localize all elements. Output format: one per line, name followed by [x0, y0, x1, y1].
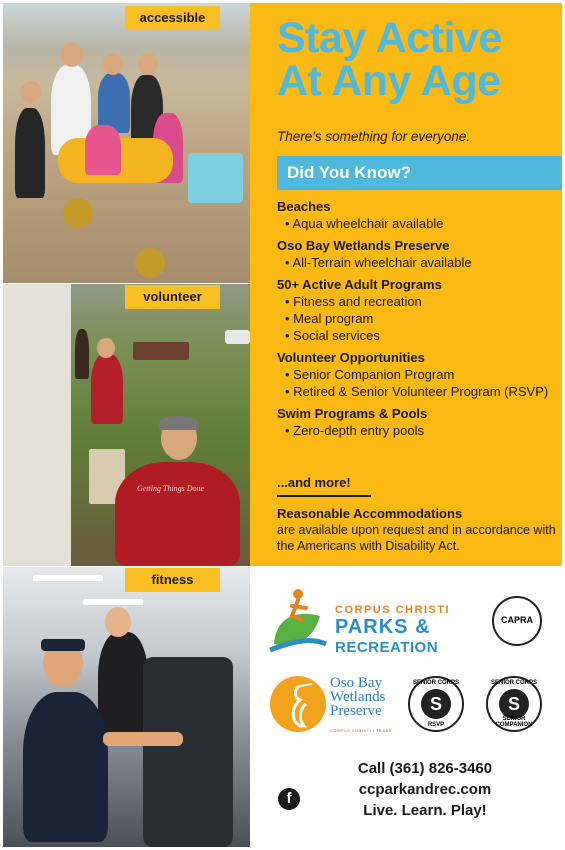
- section-item: • Zero-depth entry pools: [285, 423, 424, 438]
- photo-volunteer: [3, 284, 250, 566]
- beach-chair: [188, 153, 243, 203]
- badge-top-text: SENIOR CORPS: [490, 680, 537, 686]
- wheel-front: [135, 248, 165, 278]
- bystander-figure: [75, 329, 89, 379]
- senior-corps-s-icon: S: [499, 689, 529, 719]
- oso-line-3: Preserve: [330, 703, 382, 719]
- accommodations-title: Reasonable Accommodations: [277, 506, 463, 521]
- capra-text: CAPRA: [500, 615, 533, 625]
- program-sections: [277, 199, 562, 445]
- section-active-adult: [277, 277, 562, 344]
- section-title: 50+ Active Adult Programs: [277, 277, 442, 292]
- ccpr-logo: [268, 580, 468, 660]
- contact-block: [310, 758, 540, 821]
- exerciser-figure: [23, 692, 108, 842]
- divider: [277, 495, 371, 497]
- badge-bottom-text: SENIOR COMPANION: [495, 716, 533, 728]
- man-head: [61, 43, 83, 67]
- volunteer-figure: [91, 354, 123, 424]
- painter-figure: [115, 462, 240, 566]
- section-swim: [277, 406, 562, 439]
- volunteer-head: [97, 338, 115, 358]
- senior-corps-s-icon: S: [421, 689, 451, 719]
- oso-subtitle: CORPUS CHRISTI • TEXAS: [330, 728, 392, 733]
- badge-bottom-text: RSVP: [427, 722, 445, 728]
- building-wall: [3, 284, 71, 566]
- tagline: There's something for everyone.: [277, 129, 471, 144]
- ccpr-line-3: RECREATION: [335, 639, 439, 656]
- website-link[interactable]: ccparkandrec.com: [358, 781, 492, 798]
- did-you-know-banner: Did You Know?: [277, 156, 562, 190]
- accommodations-body: are available upon request and in accordance with the Americans with Disability Act.: [277, 523, 556, 553]
- trainer-figure: [98, 632, 148, 742]
- tag-volunteer: volunteer: [125, 285, 220, 309]
- ceiling-light-2: [83, 599, 143, 605]
- facebook-icon[interactable]: f: [278, 788, 300, 810]
- headline-line-1: Stay Active: [277, 14, 502, 62]
- rider-figure: [85, 125, 121, 175]
- photo-accessible-beach: [3, 3, 250, 283]
- exercise-machine: [143, 657, 233, 847]
- phone-number[interactable]: Call (361) 826-3460: [357, 760, 493, 777]
- section-item: • Social services: [285, 328, 380, 343]
- ccpr-line-1: CORPUS CHRISTI: [335, 604, 451, 616]
- section-item: • All-Terrain wheelchair available: [285, 255, 472, 270]
- child-head: [21, 81, 41, 103]
- capra-badge: [492, 596, 542, 646]
- couch: [133, 342, 189, 360]
- section-oso-bay: [277, 238, 562, 271]
- child-figure: [15, 108, 45, 198]
- senior-corps-rsvp-badge: [408, 676, 464, 732]
- tag-accessible: accessible: [125, 6, 220, 30]
- oso-sun-icon: [270, 676, 326, 732]
- oso-line-1: Oso Bay: [330, 675, 383, 691]
- trainer-head: [105, 607, 131, 637]
- ceiling-light: [33, 575, 103, 581]
- headline: [277, 14, 562, 105]
- senior-corps-companion-badge: [486, 676, 542, 732]
- leaf-icon: [268, 586, 330, 656]
- shirt-text: Getting Things Done: [137, 484, 205, 493]
- woman-head: [103, 53, 123, 75]
- section-item: • Senior Companion Program: [285, 367, 455, 382]
- oso-line-2: Wetlands: [330, 689, 386, 705]
- headline-line-2: At Any Age: [277, 57, 501, 105]
- egret-icon: [270, 676, 326, 732]
- oso-bay-logo: [268, 670, 398, 742]
- ccpr-line-2: PARKS &: [335, 616, 431, 638]
- oso-name: [330, 676, 385, 718]
- exerciser-arm: [103, 732, 183, 746]
- logo-panel: [250, 566, 562, 847]
- section-beaches: [277, 199, 562, 232]
- info-panel: [250, 3, 562, 566]
- section-item: • Retired & Senior Volunteer Program (RSVP): [285, 384, 549, 399]
- section-title: Swim Programs & Pools: [277, 406, 428, 421]
- wheel-left: [63, 198, 93, 228]
- painter-cap: [159, 416, 199, 430]
- section-title: Volunteer Opportunities: [277, 350, 425, 365]
- car: [225, 330, 250, 344]
- slogan: Live. Learn. Play!: [363, 802, 487, 819]
- badge-top-text: SENIOR CORPS: [412, 680, 459, 686]
- section-item: • Fitness and recreation: [285, 294, 422, 309]
- and-more-text: ...and more!: [277, 475, 351, 490]
- section-volunteer: [277, 350, 562, 400]
- section-title: Beaches: [277, 199, 331, 214]
- woman-figure: [98, 73, 130, 133]
- section-item: • Aqua wheelchair available: [285, 216, 444, 231]
- photo-fitness: [3, 567, 250, 847]
- section-item: • Meal program: [285, 311, 374, 326]
- exerciser-visor: [41, 639, 85, 651]
- tag-fitness: fitness: [125, 568, 220, 592]
- woman2-head: [138, 53, 158, 75]
- section-title: Oso Bay Wetlands Preserve: [277, 238, 450, 253]
